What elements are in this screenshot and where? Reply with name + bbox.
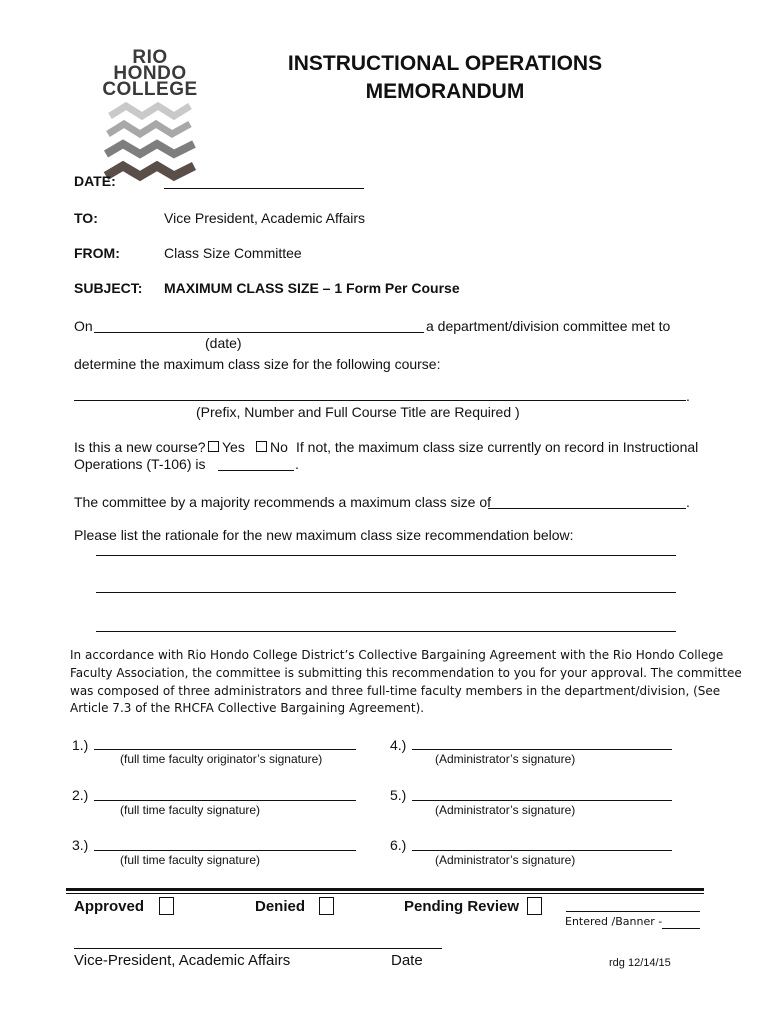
logo-line-1: RIO <box>132 47 168 68</box>
sig-5-caption: (Administrator’s signature) <box>435 803 576 817</box>
divider-thin <box>66 893 704 894</box>
approved-checkbox[interactable] <box>159 897 174 915</box>
yes-label: Yes <box>222 439 245 455</box>
recommends-period: . <box>686 494 690 510</box>
recommends-text: The committee by a majority recommends a maximum class size of <box>74 494 492 510</box>
denied-checkbox[interactable] <box>319 897 334 915</box>
sig-6-caption: (Administrator’s signature) <box>435 853 576 867</box>
meeting-date-field[interactable] <box>94 332 424 333</box>
agreement-line-1: In accordance with Rio Hondo College District’s Collective Bargaining Agreement with the Rio Hondo College <box>70 648 724 662</box>
revision-code: rdg 12/14/15 <box>609 957 671 969</box>
sig-4-caption: (Administrator’s signature) <box>435 752 576 766</box>
sig-4-number: 4.) <box>390 737 407 753</box>
on-suffix: a department/division committee met to <box>426 318 671 334</box>
approved-label: Approved <box>74 898 145 915</box>
course-title-field[interactable] <box>74 400 686 401</box>
no-label: No <box>270 439 288 455</box>
on-prefix: On <box>74 318 93 334</box>
agreement-line-2: Faculty Association, the committee is submitting this recommendation to you for your approval. The committee <box>70 666 742 680</box>
divider-thick <box>66 888 704 891</box>
rationale-line-3[interactable] <box>96 631 676 632</box>
sig-1-field[interactable] <box>94 749 356 750</box>
rationale-line-2[interactable] <box>96 592 676 593</box>
recommended-size-field[interactable] <box>488 508 686 509</box>
entered-banner-field[interactable] <box>662 928 700 929</box>
agreement-line-3: was composed of three administrators and three full-time faculty members in the department/division, (See <box>70 684 721 698</box>
date-field[interactable] <box>164 188 364 189</box>
logo-line-2: HONDO <box>113 63 187 84</box>
agreement-line-4: Article 7.3 of the RHCFA Collective Bargaining Agreement). <box>70 701 425 715</box>
sig-3-number: 3.) <box>72 837 89 853</box>
sig-4-field[interactable] <box>412 749 672 750</box>
sig-3-caption: (full time faculty signature) <box>120 853 261 867</box>
sig-2-field[interactable] <box>94 800 356 801</box>
college-logo <box>100 48 200 148</box>
no-checkbox[interactable] <box>256 441 267 452</box>
sig-5-field[interactable] <box>412 800 672 801</box>
date-caption: (date) <box>205 335 242 351</box>
vp-label: Vice-President, Academic Affairs <box>74 952 291 969</box>
course-period: . <box>686 388 690 404</box>
yes-checkbox[interactable] <box>208 441 219 452</box>
operations-period: . <box>295 456 299 472</box>
rationale-text: Please list the rationale for the new maximum class size recommendation below: <box>74 527 574 543</box>
page-title-line-2: MEMORANDUM <box>365 80 525 103</box>
sig-6-number: 6.) <box>390 837 407 853</box>
current-max-field[interactable] <box>218 470 294 471</box>
to-label: TO: <box>74 210 98 226</box>
new-course-question: Is this a new course? <box>74 439 206 455</box>
pending-label: Pending Review <box>404 898 520 915</box>
rationale-line-1[interactable] <box>96 555 676 556</box>
denied-label: Denied <box>255 898 306 915</box>
sig-2-caption: (full time faculty signature) <box>120 803 261 817</box>
vp-signature-field[interactable] <box>74 948 442 949</box>
sig-6-field[interactable] <box>412 850 672 851</box>
logo-line-3: COLLEGE <box>102 79 198 100</box>
date-label: DATE: <box>74 173 116 189</box>
to-value: Vice President, Academic Affairs <box>164 210 366 226</box>
sig-3-field[interactable] <box>94 850 356 851</box>
pending-checkbox[interactable] <box>527 897 542 915</box>
from-value: Class Size Committee <box>164 245 302 261</box>
determine-text: determine the maximum class size for the following course: <box>74 356 441 372</box>
entered-top-line[interactable] <box>566 911 700 912</box>
sig-1-number: 1.) <box>72 737 89 753</box>
sig-5-number: 5.) <box>390 787 407 803</box>
subject-label: SUBJECT: <box>74 280 143 296</box>
operations-text: Operations (T-106) is <box>74 456 206 472</box>
sig-1-caption: (full time faculty originator’s signature) <box>120 752 323 766</box>
footer-date-label: Date <box>391 952 423 969</box>
sig-2-number: 2.) <box>72 787 89 803</box>
from-label: FROM: <box>74 245 120 261</box>
course-caption: (Prefix, Number and Full Course Title are Required ) <box>196 404 520 420</box>
if-not-text: If not, the maximum class size currently on record in Instructional <box>296 439 699 455</box>
page-title-line-1: INSTRUCTIONAL OPERATIONS <box>287 52 603 75</box>
entered-banner-label: Entered /Banner - <box>565 915 663 928</box>
subject-value: MAXIMUM CLASS SIZE – 1 Form Per Course <box>164 280 460 296</box>
